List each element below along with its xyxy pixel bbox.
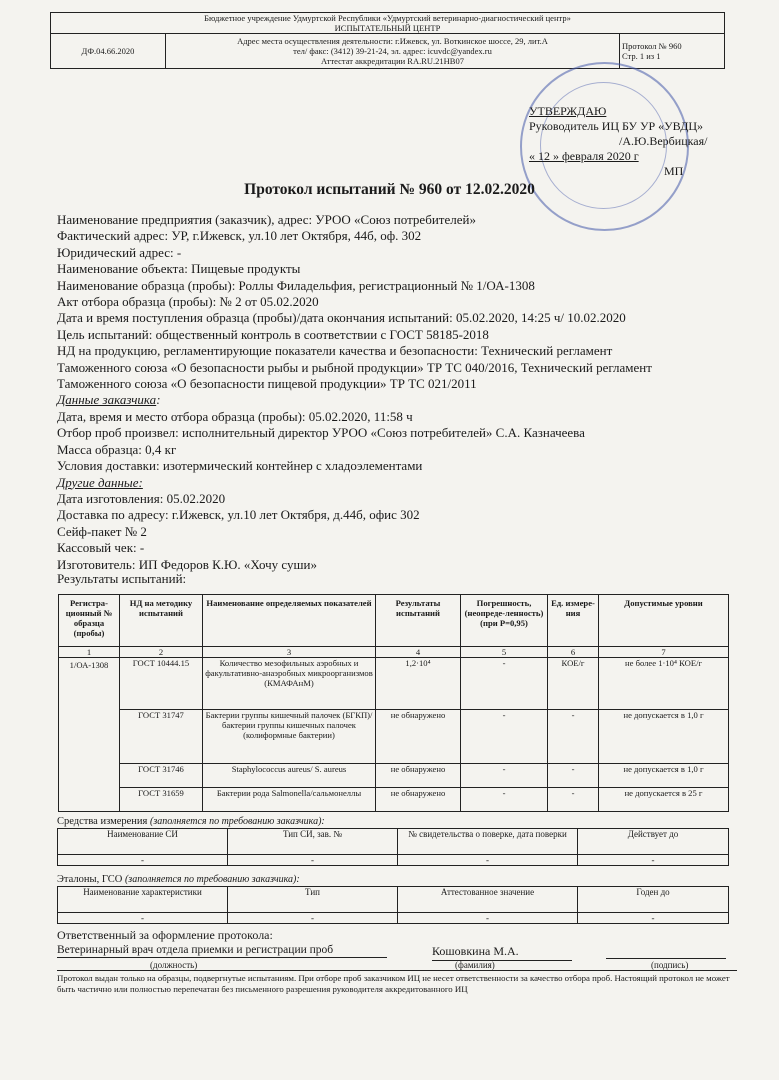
method-cell: ГОСТ 31747: [120, 710, 203, 764]
limit-cell: не допускается в 25 г: [599, 788, 729, 812]
results-col-header: Регистра-ционный № образца (пробы): [59, 595, 120, 647]
table-row: [59, 658, 729, 710]
standards-col-header: Аттестованное значение: [398, 887, 578, 913]
standards-col-header: Тип: [228, 887, 398, 913]
instruments-cell: -: [58, 855, 228, 866]
customer-line: Отбор проб произвел: исполнительный директор УРОО «Союз потребителей» С.А. Казначеева: [57, 425, 585, 441]
results-col-header: Допустимые уровни: [599, 595, 729, 647]
approval-title: УТВЕРЖДАЮ: [529, 104, 607, 118]
responsible-name: Кошовкина М.А.: [432, 944, 572, 961]
result-cell: не обнаружено: [376, 788, 461, 812]
result-cell: не обнаружено: [376, 764, 461, 788]
instruments-col-header: Действует до: [578, 829, 729, 855]
results-number-row: [59, 647, 729, 658]
instruments-heading: Средства измерения: [57, 816, 148, 827]
col-number: 3: [203, 647, 376, 658]
method-cell: ГОСТ 10444.15: [120, 658, 203, 710]
result-cell: 1,2·10⁴: [376, 658, 461, 710]
instruments-cell: -: [228, 855, 398, 866]
customer-heading: Данные заказчика:: [57, 392, 161, 408]
standards-heading-line: [57, 874, 300, 885]
unit-cell: КОЕ/г: [548, 658, 599, 710]
unit-cell: -: [548, 710, 599, 764]
other-line: Сейф-пакет № 2: [57, 523, 147, 539]
standards-cell: -: [228, 913, 398, 924]
instruments-note: (заполняется по требованию заказчика):: [150, 816, 325, 827]
header-protocol-cell: [620, 34, 725, 69]
indicator-cell: Бактерии рода Salmonella/сальмонеллы: [203, 788, 376, 812]
approval-mp: МП: [664, 164, 684, 178]
detail-line: Таможенного союза «О безопасности пищевой продукции» ТР ТС 021/2011: [57, 376, 477, 392]
results-col-header: Ед. измере-ния: [548, 595, 599, 647]
table-row: [59, 764, 729, 788]
standards-header-row: [58, 887, 729, 913]
standards-cell: -: [398, 913, 578, 924]
approval-date: « 12 » февраля 2020 г: [529, 149, 639, 163]
indicator-cell: Staphylococcus aureus/ S. aureus: [203, 764, 376, 788]
detail-line: Дата и время поступления образца (пробы)/дата окончания испытаний: 05.02.2020, 14:25 ч/ 10.02.2020: [57, 310, 626, 326]
standards-cell: -: [578, 913, 729, 924]
instruments-col-header: Наименование СИ: [58, 829, 228, 855]
document-header: [50, 12, 725, 69]
instruments-header-row: [58, 829, 729, 855]
instruments-cell: -: [578, 855, 729, 866]
protocol-details: [57, 212, 652, 585]
detail-line: Наименование предприятия (заказчик), адрес: УРОО «Союз потребителей»: [57, 212, 476, 227]
indicator-cell: Количество мезофильных аэробных и факультативно-анаэробных микроорганизмов (КМАФАнМ): [203, 658, 376, 710]
col-number: 7: [599, 647, 729, 658]
col-number: 4: [376, 647, 461, 658]
detail-line: Цель испытаний: общественный контроль в соответствии с ГОСТ 58185-2018: [57, 326, 489, 342]
other-line: Дата изготовления: 05.02.2020: [57, 490, 226, 506]
detail-line: Фактический адрес: УР, г.Ижевск, ул.10 лет Октября, 44б, оф. 302: [57, 228, 422, 244]
detail-line: Юридический адрес: -: [57, 244, 182, 260]
results-heading: Результаты испытаний:: [57, 570, 187, 586]
result-cell: не обнаружено: [376, 710, 461, 764]
header-address: Адрес места осуществления деятельности: г.Ижевск, ул. Воткинское шоссе, 29, лит.А: [237, 36, 548, 46]
unit-cell: -: [548, 788, 599, 812]
header-protocol-no: Протокол № 960: [622, 41, 682, 51]
standards-table: [57, 886, 729, 924]
error-cell: -: [461, 658, 548, 710]
col-number: 2: [120, 647, 203, 658]
instruments-heading-line: [57, 816, 325, 827]
error-cell: -: [461, 710, 548, 764]
header-contacts: тел/ факс: (3412) 39-21-24, эл. адрес: icuvdc@yandex.ru: [293, 46, 492, 56]
name-caption: (фамилия): [455, 960, 495, 970]
detail-line: Акт отбора образца (пробы): № 2 от 05.02.2020: [57, 294, 319, 310]
sample-id: 1/ОА-1308: [59, 658, 120, 812]
col-number: 1: [59, 647, 120, 658]
standards-heading: Эталоны, ГСО: [57, 874, 123, 885]
indicator-cell: Бактерии группы кишечный палочек (БГКП)/ бактерии группы кишечных палочек (колиформные бактерии): [203, 710, 376, 764]
method-cell: ГОСТ 31746: [120, 764, 203, 788]
customer-heading-text: Данные заказчика: [57, 392, 157, 408]
results-header-row: [59, 595, 729, 647]
protocol-title: Протокол испытаний № 960 от 12.02.2020: [244, 181, 535, 198]
approval-block: [529, 104, 707, 179]
results-table: [58, 594, 729, 812]
unit-cell: -: [548, 764, 599, 788]
customer-line: Дата, время и место отбора образца (пробы): 05.02.2020, 11:58 ч: [57, 408, 413, 424]
results-col-header: Результаты испытаний: [376, 595, 461, 647]
other-heading: Другие данные:: [57, 474, 143, 490]
table-row: [58, 855, 729, 866]
results-col-header: Наименование определяемых показателей: [203, 595, 376, 647]
col-number: 5: [461, 647, 548, 658]
responsible-position: Ветеринарный врач отдела приемки и регистрации проб: [57, 944, 387, 958]
table-row: [59, 788, 729, 812]
limit-cell: не более 1·10⁴ КОЕ/г: [599, 658, 729, 710]
instruments-cell: -: [398, 855, 578, 866]
header-doc-code: ДФ.04.66.2020: [51, 34, 166, 69]
header-center-name: ИСПЫТАТЕЛЬНЫЙ ЦЕНТР: [334, 23, 441, 33]
standards-cell: -: [58, 913, 228, 924]
col-number: 6: [548, 647, 599, 658]
standards-col-header: Наименование характеристики: [58, 887, 228, 913]
instruments-table: [57, 828, 729, 866]
approval-position: Руководитель ИЦ БУ УР «УВДЦ»: [529, 119, 704, 133]
detail-line: Наименование образца (пробы): Роллы Филадельфия, регистрационный № 1/ОА-1308: [57, 277, 535, 293]
table-row: [59, 710, 729, 764]
customer-line: Масса образца: 0,4 кг: [57, 441, 177, 457]
instruments-col-header: Тип СИ, зав. №: [228, 829, 398, 855]
responsible-heading: Ответственный за оформление протокола:: [57, 928, 273, 942]
approval-signatory: /А.Ю.Вербицкая/: [619, 134, 708, 148]
other-line: Изготовитель: ИП Федоров К.Ю. «Хочу суши»: [57, 556, 317, 572]
error-cell: -: [461, 764, 548, 788]
header-org: [51, 13, 725, 34]
standards-col-header: Годен до: [578, 887, 729, 913]
position-caption: (должность): [150, 960, 198, 970]
method-cell: ГОСТ 31659: [120, 788, 203, 812]
signature-line: [606, 958, 726, 959]
detail-line: Таможенного союза «О безопасности рыбы и рыбной продукции» ТР ТС 040/2016, Технический регламент: [57, 359, 652, 375]
instruments-col-header: № свидетельства о поверке, дата поверки: [398, 829, 578, 855]
detail-line: НД на продукцию, регламентирующие показатели качества и безопасности: Технический регламент: [57, 343, 613, 359]
limit-cell: не допускается в 1,0 г: [599, 764, 729, 788]
table-row: [58, 913, 729, 924]
detail-line: Наименование объекта: Пищевые продукты: [57, 261, 301, 277]
standards-note: (заполняется по требованию заказчика):: [124, 874, 300, 885]
header-org-name: Бюджетное учреждение Удмуртской Республики «Удмуртский ветеринарно-диагностический центр»: [204, 13, 571, 23]
limit-cell: не допускается в 1,0 г: [599, 710, 729, 764]
other-line: Кассовый чек: -: [57, 540, 145, 556]
header-address-cell: [166, 34, 620, 69]
footer-disclaimer: Протокол выдан только на образцы, подвергнутые испытаниям. При отборе проб заказчиком ИЦ не несет ответственности за качество отбора проб. Настоящий протокол не может быть частично или полностью перепечатан без письменного разрешения руководителя аккредитованного ИЦ: [57, 970, 737, 995]
other-line: Доставка по адресу: г.Ижевск, ул.10 лет Октября, д.44б, офис 302: [57, 507, 420, 523]
header-page-number: Стр. 1 из 1: [622, 51, 661, 61]
header-accreditation: Аттестат аккредитации RA.RU.21НВ07: [321, 56, 464, 66]
results-col-header: Погрешность, (неопреде-ленность) (при Р=0,95): [461, 595, 548, 647]
results-col-header: НД на методику испытаний: [120, 595, 203, 647]
customer-line: Условия доставки: изотермический контейнер с хладоэлементами: [57, 458, 423, 474]
signature-caption: (подпись): [651, 960, 689, 970]
error-cell: -: [461, 788, 548, 812]
